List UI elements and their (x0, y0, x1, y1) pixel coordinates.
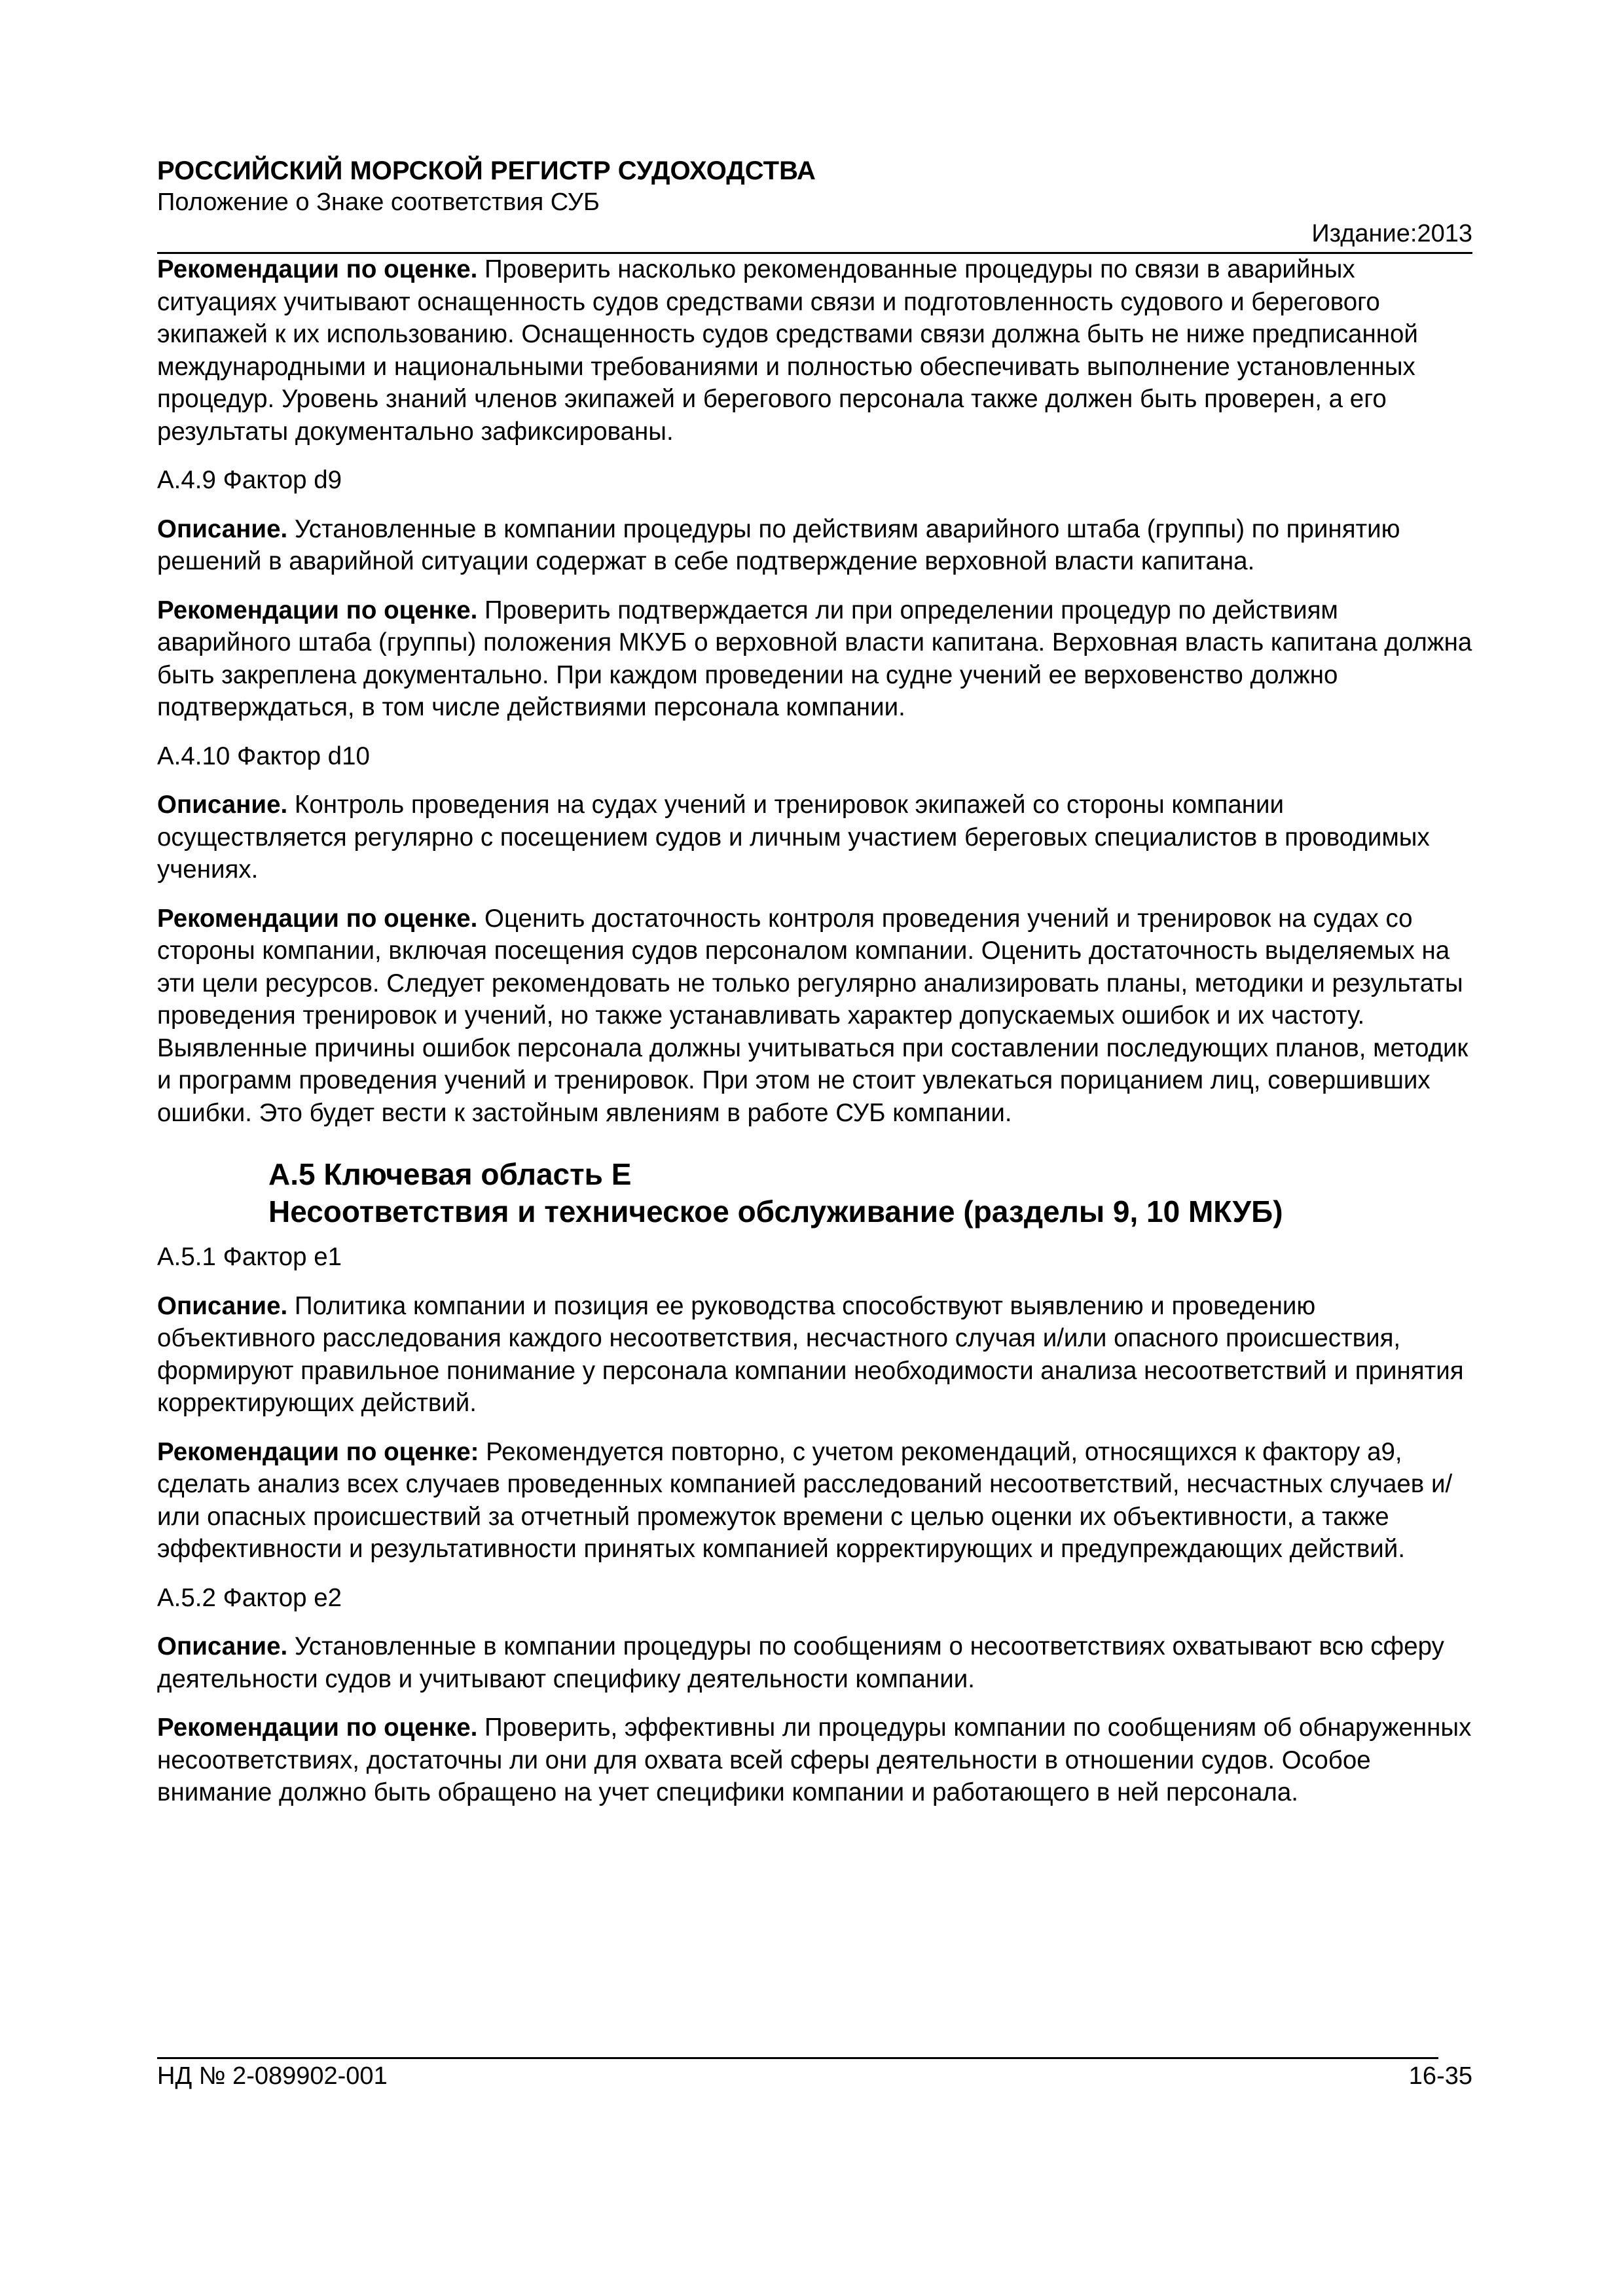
section-heading-line2: Несоответствия и техническое обслуживание (разделы 9, 10 МКУБ) (268, 1194, 1283, 1229)
paragraph (157, 1630, 1472, 1695)
paragraph (157, 1712, 1472, 1809)
footer-divider (157, 2057, 1438, 2059)
organization-title: РОССИЙСКИЙ МОРСКОЙ РЕГИСТР СУДОХОДСТВА (157, 156, 816, 185)
document-number: НД № 2-089902-001 (157, 2062, 388, 2090)
paragraph (157, 513, 1472, 578)
factor-heading-d9: А.4.9 Фактор d9 (157, 466, 342, 494)
paragraph-label: Рекомендации по оценке. (157, 255, 478, 283)
paragraph (157, 253, 1472, 448)
paragraph (157, 903, 1472, 1130)
paragraph-label: Рекомендации по оценке. (157, 596, 478, 624)
paragraph-text: Рекомендуется повторно, с учетом рекомендаций, относящихся к фактору а9, сделать анализ всех случаев проведенных компанией расследований несоответствий, несчастных случаев и/или опасных происшествий за отчетный промежуток времени с целью оценки их объективности, а также эффективности и результативности принятых компанией корректирующих и предупреждающих действий. (157, 1437, 1453, 1563)
paragraph-text: Проверить насколько рекомендованные процедуры по связи в аварийных ситуациях учитывают оснащенность судов средствами связи и подготовленность судового и берегового экипажей к их использованию. Оснащенность судов средствами связи должна быть не ниже предписанной международными и национальными требованиями и полностью обеспечивать выполнение установленных процедур. Уровень знаний членов экипажей и берегового персонала также должен быть проверен, а его результаты документально зафиксированы. (157, 255, 1418, 446)
paragraph-text: Проверить, эффективны ли процедуры компании по сообщениям об обнаруженных несоответствиях, достаточны ли они для охвата всей сферы деятельности в отношении судов. Особое внимание должно быть обращено на учет специфики компании и работающего в ней персонала. (157, 1713, 1472, 1806)
paragraph-label: Описание. (157, 791, 288, 819)
factor-heading-e1: А.5.1 Фактор е1 (157, 1243, 342, 1271)
paragraph-text: Контроль проведения на судах учений и тренировок экипажей со стороны компании осуществляется регулярно с посещением судов и личным участием береговых специалистов в проводимых учениях. (157, 791, 1430, 884)
paragraph (157, 1290, 1472, 1420)
edition-label: Издание:2013 (1311, 220, 1472, 247)
factor-heading-e2: А.5.2 Фактор е2 (157, 1583, 342, 1612)
section-heading-line1: А.5 Ключевая область Е (268, 1157, 632, 1191)
paragraph-label: Описание. (157, 1291, 288, 1320)
paragraph-label: Описание. (157, 514, 288, 543)
paragraph-text: Установленные в компании процедуры по сообщениям о несоответствиях охватывают всю сферу деятельности судов и учитывают специфику деятельности компании. (157, 1632, 1444, 1693)
factor-heading-d10: А.4.10 Фактор d10 (157, 742, 370, 770)
paragraph-text: Установленные в компании процедуры по действиям аварийного штаба (группы) по принятию решений в аварийной ситуации содержат в себе подтверждение верховной власти капитана. (157, 514, 1400, 575)
paragraph-text: Проверить подтверждается ли при определении процедур по действиям аварийного штаба (группы) положения МКУБ о верховной власти капитана. Верховная власть капитана должна быть закреплена документально. При каждом проведении на судне учений ее верховенство должно подтверждаться, в том числе действиями персонала компании. (157, 596, 1472, 721)
paragraph-label: Рекомендации по оценке: (157, 1437, 479, 1466)
document-body (157, 253, 1472, 1825)
paragraph-label: Рекомендации по оценке. (157, 904, 478, 933)
page-number: 16-35 (1408, 2062, 1472, 2090)
paragraph-text: Оценить достаточность контроля проведения учений и тренировок на судах со стороны компании, включая посещения судов персоналом компании. Оценить достаточность выделяемых на эти цели ресурсов. Следует рекомендовать не только регулярно анализировать планы, методики и результаты проведения тренировок и учений, но также устанавливать характер допускаемых ошибок и их частоту. Выявленные причины ошибок персонала должны учитываться при составлении последующих планов, методик и программ проведения учений и тренировок. При этом не стоит увлекаться порицанием лиц, совершивших ошибки. Это будет вести к застойным явлениям в работе СУБ компании. (157, 904, 1468, 1127)
paragraph (157, 1436, 1472, 1566)
section-heading-a5 (157, 1156, 1472, 1230)
paragraph (157, 789, 1472, 886)
paragraph-label: Описание. (157, 1632, 288, 1660)
document-subtitle: Положение о Знаке соответствия СУБ (157, 188, 600, 216)
paragraph-label: Рекомендации по оценке. (157, 1713, 478, 1742)
paragraph-text: Политика компании и позиция ее руководства способствуют выявлению и проведению объективного расследования каждого несоответствия, несчастного случая и/или опасного происшествия, формируют правильное понимание у персонала компании необходимости анализа несоответствий и принятия корректирующих действий. (157, 1291, 1464, 1417)
paragraph (157, 594, 1472, 724)
